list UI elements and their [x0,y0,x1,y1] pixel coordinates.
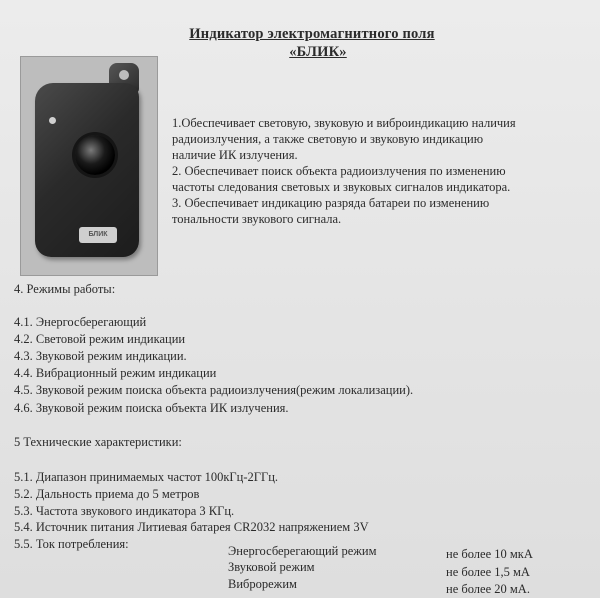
mode-item: 4.3. Звуковой режим индикации. [14,349,187,363]
consumption-value: не более 1,5 мА [446,565,530,579]
spec-item: 5.1. Диапазон принимаемых частот 100кГц-2ГГц. [14,470,279,484]
feature-line: 3. Обеспечивает индикацию разряда батареи по изменению [172,196,490,210]
document-title: Индикатор электромагнитного поля [189,26,435,42]
spec-item: 5.3. Частота звукового индикатора 3 КГц. [14,504,235,518]
feature-line: 2. Обеспечивает поиск объекта радиоизлучения по изменению [172,164,506,178]
feature-line: тональности звукового сигнала. [172,212,342,226]
mode-item: 4.2. Световой режим индикации [14,332,186,346]
feature-line: наличие ИК излучения. [172,148,298,162]
led-indicator [49,117,56,124]
consumption-label: 5.5. Ток потребления: [14,537,129,551]
mode-item: 4.1. Энергосберегающий [14,315,147,329]
mode-item: 4.6. Звуковой режим поиска объекта ИК излучения. [14,401,289,415]
spec-item: 5.4. Источник питания Литиевая батарея CR2032 напряжением 3V [14,520,369,534]
consumption-mode: Звуковой режим [228,560,315,574]
consumption-mode: Виброрежим [228,577,297,591]
feature-line: 1.Обеспечивает световую, звуковую и виброиндикацию наличия [172,116,516,130]
spec-item: 5.2. Дальность приема до 5 метров [14,487,200,501]
mode-item: 4.4. Вибрационный режим индикации [14,366,217,380]
consumption-value: не более 10 мкА [446,547,533,561]
consumption-mode: Энергосберегающий режим [228,544,377,558]
product-name: «БЛИК» [289,44,347,60]
consumption-value: не более 20 мА. [446,582,530,596]
device-round-button [75,135,115,175]
mode-item: 4.5. Звуковой режим поиска объекта радиоизлучения(режим локализации). [14,383,414,397]
device-photo [20,56,158,276]
specs-heading: 5 Технические характеристики: [14,435,182,449]
feature-line: частоты следования световых и звуковых сигналов индикатора. [172,180,511,194]
modes-heading: 4. Режимы работы: [14,282,116,296]
device-logo-button: БЛИК [79,227,117,243]
feature-line: радиоизлучения, а также световую и звуковую индикацию [172,132,484,146]
device-body [35,83,139,257]
